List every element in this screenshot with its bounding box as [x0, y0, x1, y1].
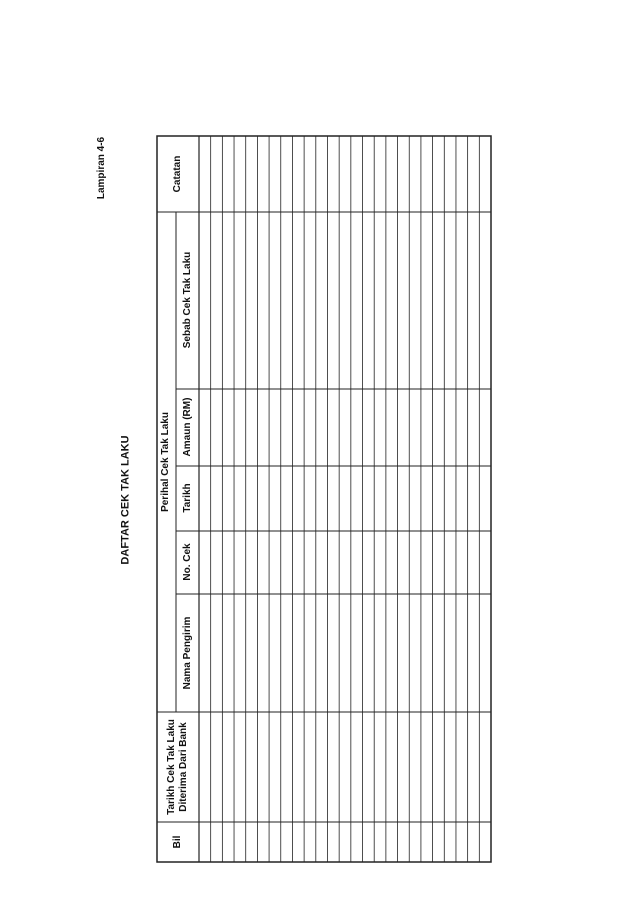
- header-catatan: Catatan: [172, 155, 183, 193]
- header-tarikh-diterima-line1: Tarikh Cek Tak Laku: [166, 719, 177, 815]
- header-bil: Bil: [172, 835, 183, 849]
- header-perihal-group: Perihal Cek Tak Laku: [160, 412, 171, 512]
- table-border: [157, 136, 491, 862]
- header-nama-pengirim: Nama Pengirim: [182, 616, 193, 690]
- header-sebab: Sebab Cek Tak Laku: [182, 251, 193, 349]
- document-title: DAFTAR CEK TAK LAKU: [119, 435, 132, 565]
- header-tarikh-diterima-line2: Diterima Dari Bank: [178, 722, 189, 812]
- header-tarikh-diterima: [166, 719, 190, 815]
- header-tarikh: Tarikh: [182, 483, 193, 513]
- appendix-label: Lampiran 4-6: [96, 136, 107, 200]
- header-amaun: Amaun (RM): [182, 397, 193, 457]
- header-no-cek: No. Cek: [182, 543, 193, 581]
